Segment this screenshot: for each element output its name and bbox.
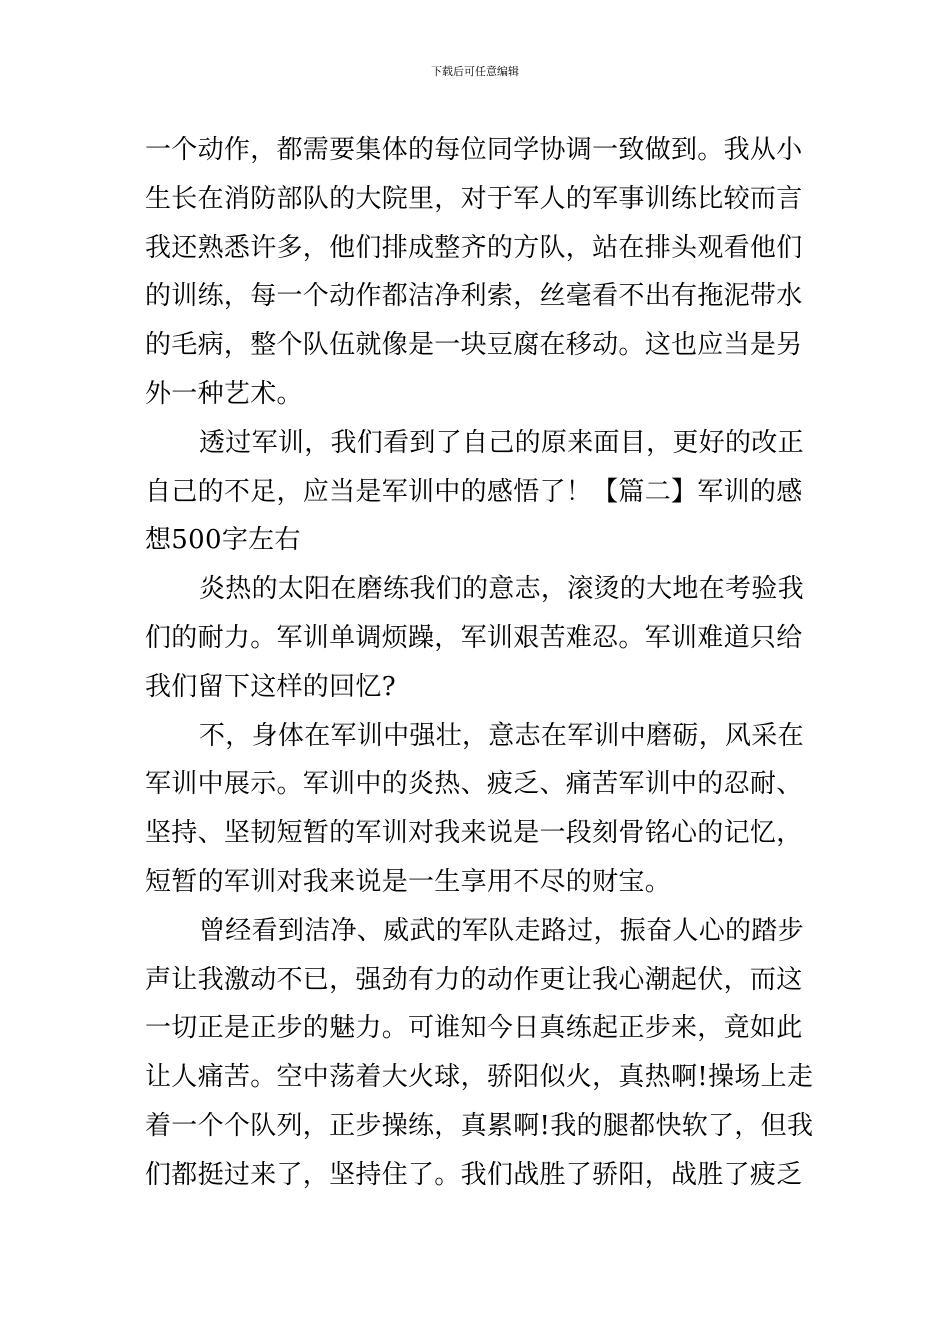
text-line: 一个动作，都需要集体的每位同学协调一致做到。我从小 — [145, 135, 803, 165]
paragraph-first-line: 透过军训，我们看到了自己的原来面目，更好的改正 — [199, 427, 804, 458]
text-line: 声让我激动不已，强劲有力的动作更让我心潮起伏，而这 — [145, 964, 803, 995]
paragraph-first-line: 炎热的太阳在磨练我们的意志，滚烫的大地在考验我 — [199, 574, 804, 605]
text-line: 自己的不足，应当是军训中的感悟了！【篇二】军训的感 — [145, 476, 803, 507]
text-line: 我还熟悉许多，他们排成整齐的方队，站在排头观看他们 — [145, 232, 803, 263]
text-line: 让人痛苦。空中荡着大火球，骄阳似火，真热啊!操场上走 — [145, 1062, 814, 1093]
text-line: 的训练，每一个动作都洁净利索，丝毫看不出有拖泥带水 — [145, 281, 803, 312]
text-line: 的毛病，整个队伍就像是一块豆腐在移动。这也应当是另 — [145, 330, 803, 361]
document-body — [145, 126, 814, 1200]
text-line: 生长在消防部队的大院里，对于军人的军事训练比较而言 — [145, 183, 803, 214]
paragraph-first-line: 不，身体在军训中强壮，意志在军训中磨砺，风采在 — [199, 720, 804, 751]
text-line: 我们留下这样的回忆? — [145, 671, 396, 702]
text-line: 短暂的军训对我来说是一生享用不尽的财宝。 — [145, 866, 672, 897]
text-line: 着一个个队列，正步操练，真累啊!我的腿都快软了，但我 — [145, 1110, 814, 1141]
text-line: 军训中展示。军训中的炎热、疲乏、痛苦军训中的忍耐、 — [145, 769, 803, 800]
text-line: 想500字左右 — [145, 525, 301, 556]
text-line: 坚持、坚韧短暂的军训对我来说是一段刻骨铭心的记忆， — [145, 818, 803, 849]
text-line: 一切正是正步的魅力。可谁知今日真练起正步来，竟如此 — [145, 1013, 803, 1044]
text-line: 们的耐力。军训单调烦躁，军训艰苦难忍。军训难道只给 — [145, 622, 803, 653]
paragraph-first-line: 曾经看到洁净、威武的军队走路过，振奋人心的踏步 — [199, 915, 804, 946]
text-line: 们都挺过来了，坚持住了。我们战胜了骄阳，战胜了疲乏 — [145, 1159, 803, 1190]
page-header: 下载后可任意编辑 — [431, 65, 519, 78]
text-line: 外一种艺术。 — [145, 378, 303, 409]
